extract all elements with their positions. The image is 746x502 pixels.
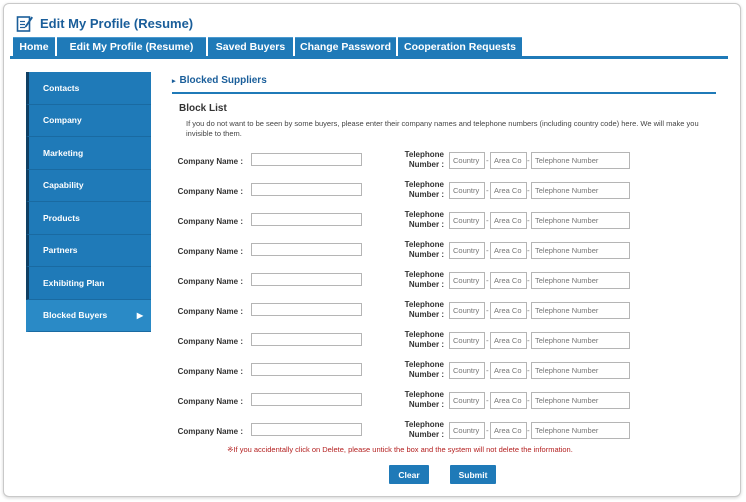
area-code-input[interactable] (490, 212, 527, 229)
sidebar-item-company[interactable]: Company (26, 105, 151, 138)
country-code-input[interactable] (449, 392, 485, 409)
sidebar-item-blocked-buyers[interactable] (26, 300, 151, 333)
company-name-label: Company Name : (177, 397, 243, 406)
country-code-input[interactable] (449, 332, 485, 349)
tab-home[interactable]: Home (13, 37, 55, 56)
company-name-label: Company Name : (177, 337, 243, 346)
sidebar-item-products[interactable]: Products (26, 202, 151, 235)
area-code-input[interactable] (490, 422, 527, 439)
clear-button[interactable]: Clear (389, 465, 429, 484)
block-list-row (170, 390, 640, 413)
telephone-number-input[interactable] (531, 362, 630, 379)
country-code-input[interactable] (449, 302, 485, 319)
telephone-number-label: Telephone Number : (404, 240, 444, 259)
area-code-input[interactable] (490, 182, 527, 199)
company-name-input[interactable] (251, 303, 362, 316)
telephone-number-label: Telephone Number : (404, 300, 444, 319)
block-list-row (170, 240, 640, 263)
section-title-text: Blocked Suppliers (179, 75, 267, 86)
company-name-label: Company Name : (177, 157, 243, 166)
dash-separator: - (527, 336, 530, 345)
block-list-row (170, 210, 640, 233)
country-code-input[interactable] (449, 182, 485, 199)
telephone-number-input[interactable] (531, 332, 630, 349)
telephone-number-input[interactable] (531, 422, 630, 439)
telephone-number-input[interactable] (531, 242, 630, 259)
company-name-input[interactable] (251, 363, 362, 376)
country-code-input[interactable] (449, 362, 485, 379)
company-name-label: Company Name : (177, 277, 243, 286)
tab-saved-buyers[interactable]: Saved Buyers (208, 37, 293, 56)
dash-separator: - (486, 336, 489, 345)
block-list-row (170, 180, 640, 203)
section-title (172, 75, 267, 86)
dash-separator: - (486, 426, 489, 435)
block-list-title: Block List (179, 103, 227, 114)
telephone-number-input[interactable] (531, 152, 630, 169)
company-name-input[interactable] (251, 333, 362, 346)
company-name-label: Company Name : (177, 217, 243, 226)
sidebar-item-contacts[interactable]: Contacts (26, 72, 151, 105)
dash-separator: - (486, 246, 489, 255)
company-name-input[interactable] (251, 243, 362, 256)
telephone-number-input[interactable] (531, 302, 630, 319)
area-code-input[interactable] (490, 332, 527, 349)
telephone-number-input[interactable] (531, 212, 630, 229)
dash-separator: - (486, 396, 489, 405)
dash-separator: - (527, 156, 530, 165)
telephone-number-label: Telephone Number : (404, 270, 444, 289)
block-list-row (170, 330, 640, 353)
company-name-input[interactable] (251, 183, 362, 196)
company-name-input[interactable] (251, 393, 362, 406)
company-name-input[interactable] (251, 153, 362, 166)
sidebar-item-exhibiting-plan[interactable]: Exhibiting Plan (26, 267, 151, 300)
dash-separator: - (486, 216, 489, 225)
company-name-input[interactable] (251, 423, 362, 436)
dash-separator: - (486, 156, 489, 165)
page-title: Edit My Profile (Resume) (40, 15, 194, 31)
dash-separator: - (527, 246, 530, 255)
company-name-label: Company Name : (177, 367, 243, 376)
telephone-number-input[interactable] (531, 272, 630, 289)
country-code-input[interactable] (449, 422, 485, 439)
telephone-number-input[interactable] (531, 182, 630, 199)
dash-separator: - (527, 396, 530, 405)
telephone-number-label: Telephone Number : (404, 150, 444, 169)
area-code-input[interactable] (490, 272, 527, 289)
dash-separator: - (527, 186, 530, 195)
company-name-label: Company Name : (177, 187, 243, 196)
company-name-label: Company Name : (177, 307, 243, 316)
area-code-input[interactable] (490, 152, 527, 169)
area-code-input[interactable] (490, 392, 527, 409)
main-tabs (10, 37, 728, 59)
dash-separator: - (527, 216, 530, 225)
sidebar-item-marketing[interactable]: Marketing (26, 137, 151, 170)
delete-note: ※If you accidentally click on Delete, please untick the box and the system will not delete the information. (227, 445, 573, 454)
telephone-number-label: Telephone Number : (404, 420, 444, 439)
sidebar-item-capability[interactable]: Capability (26, 170, 151, 203)
company-name-input[interactable] (251, 213, 362, 226)
country-code-input[interactable] (449, 272, 485, 289)
edit-profile-icon (16, 14, 34, 32)
telephone-number-label: Telephone Number : (404, 330, 444, 349)
dash-separator: - (527, 276, 530, 285)
sidebar-item-label: Blocked Buyers (43, 310, 108, 321)
active-arrow-icon: ▶ (136, 310, 143, 320)
telephone-number-label: Telephone Number : (404, 390, 444, 409)
dash-separator: - (527, 306, 530, 315)
country-code-input[interactable] (449, 212, 485, 229)
country-code-input[interactable] (449, 242, 485, 259)
dash-separator: - (486, 186, 489, 195)
company-name-label: Company Name : (177, 247, 243, 256)
area-code-input[interactable] (490, 362, 527, 379)
company-name-input[interactable] (251, 273, 362, 286)
dash-separator: - (486, 306, 489, 315)
telephone-number-label: Telephone Number : (404, 210, 444, 229)
dash-separator: - (486, 276, 489, 285)
country-code-input[interactable] (449, 152, 485, 169)
area-code-input[interactable] (490, 242, 527, 259)
sidebar-item-partners[interactable]: Partners (26, 235, 151, 268)
telephone-number-input[interactable] (531, 392, 630, 409)
triangle-marker-icon: ▸ (172, 77, 176, 85)
tab-edit-my-profile[interactable]: Edit My Profile (Resume) (57, 37, 206, 56)
page-header (16, 12, 193, 34)
tab-change-password[interactable]: Change Password (295, 37, 396, 56)
dash-separator: - (527, 426, 530, 435)
company-name-label: Company Name : (177, 427, 243, 436)
block-list-row (170, 270, 640, 293)
sidebar (26, 72, 151, 332)
telephone-number-label: Telephone Number : (404, 360, 444, 379)
block-list-row (170, 300, 640, 323)
telephone-number-label: Telephone Number : (404, 180, 444, 199)
block-list-row (170, 420, 640, 443)
block-list-description: If you do not want to be seen by some buyers, please enter their company names and telephone numbers (including country code) here. We will make you invisible to them. (186, 119, 699, 138)
block-list-row (170, 150, 640, 173)
block-list-row (170, 360, 640, 383)
area-code-input[interactable] (490, 302, 527, 319)
section-divider (172, 92, 716, 94)
submit-button[interactable]: Submit (450, 465, 496, 484)
tab-cooperation-requests[interactable]: Cooperation Requests (398, 37, 522, 56)
dash-separator: - (527, 366, 530, 375)
dash-separator: - (486, 366, 489, 375)
